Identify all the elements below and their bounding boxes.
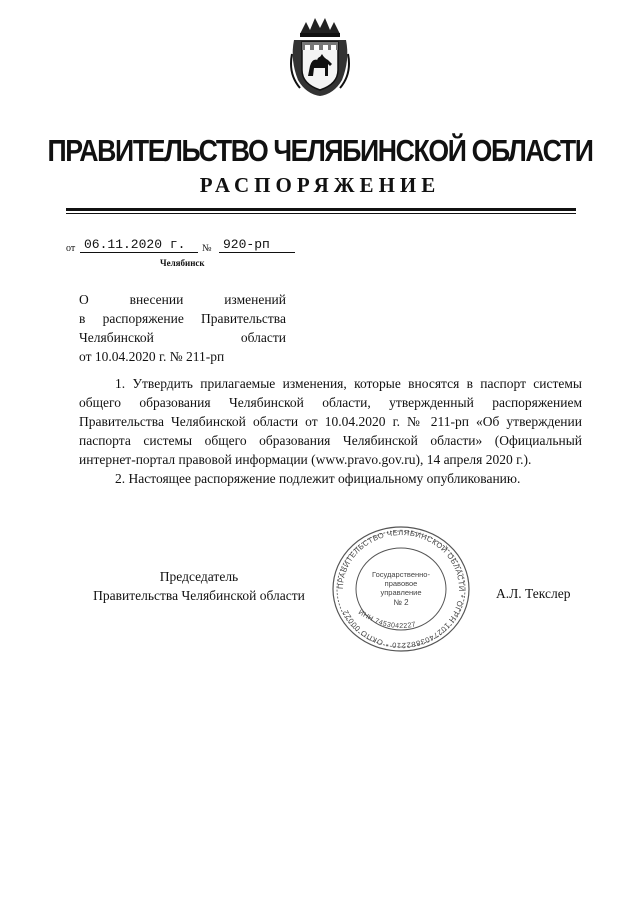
body-paragraph: 1. Утвердить прилагаемые изменения, которые вносятся в паспорт системы общего образования Челябинской области, утвержденный распоряжением Правительства Челябинской области от 10.04.2020 г. № 211-рп «Об утверждении паспорта системы общего образования Челябинской области» (Официальный интернет-портал правовой информации (www.pravo.gov.ru), 14 апреля 2020 г.). bbox=[79, 376, 582, 467]
header-rule-thick bbox=[66, 208, 576, 211]
number-prefix: № bbox=[202, 243, 212, 254]
subject-line: от 10.04.2020 г. № 211-рп bbox=[79, 349, 225, 364]
document-type: РАСПОРЯЖЕНИЕ bbox=[199, 173, 441, 197]
document-number: 920-рп bbox=[219, 237, 295, 253]
header-rule-thin bbox=[66, 213, 576, 214]
official-stamp-icon bbox=[330, 525, 472, 653]
signatory-name: А.Л. Текслер bbox=[496, 586, 571, 601]
svg-text:ИНН 7453042227 bbox=[357, 609, 417, 630]
subject-line: О внесении изменений bbox=[79, 292, 286, 307]
document-city: Челябинск bbox=[160, 258, 205, 268]
position-line: Председатель bbox=[159, 569, 239, 584]
stamp-inner-line: управление bbox=[380, 588, 422, 597]
date-prefix: от bbox=[66, 243, 76, 254]
document-body bbox=[79, 374, 582, 488]
stamp-inner-line: правовое bbox=[384, 579, 418, 588]
stamp-inner-line: Государственно- bbox=[372, 570, 430, 579]
subject-line: Челябинской области bbox=[79, 330, 286, 345]
organization-title: ПРАВИТЕЛЬСТВО ЧЕЛЯБИНСКОЙ ОБЛАСТИ bbox=[47, 133, 593, 168]
stamp-outer-text: ПРАВИТЕЛЬСТВО ЧЕЛЯБИНСКОЙ ОБЛАСТИ * ОГРН 1027403882210 * ОКПО 00022 bbox=[335, 527, 467, 651]
body-paragraph: 2. Настоящее распоряжение подлежит официальному опубликованию. bbox=[115, 471, 521, 486]
document-date: 06.11.2020 г. bbox=[80, 237, 198, 253]
document-subject bbox=[79, 290, 286, 366]
coat-of-arms-icon bbox=[288, 14, 352, 98]
stamp-inner-line: № 2 bbox=[393, 598, 409, 607]
position-line: Правительства Челябинской области bbox=[93, 588, 305, 603]
signatory-position bbox=[79, 567, 319, 605]
stamp-inn-text: ИНН 7453042227 bbox=[356, 608, 417, 631]
subject-line: в распоряжение Правительства bbox=[79, 311, 286, 326]
